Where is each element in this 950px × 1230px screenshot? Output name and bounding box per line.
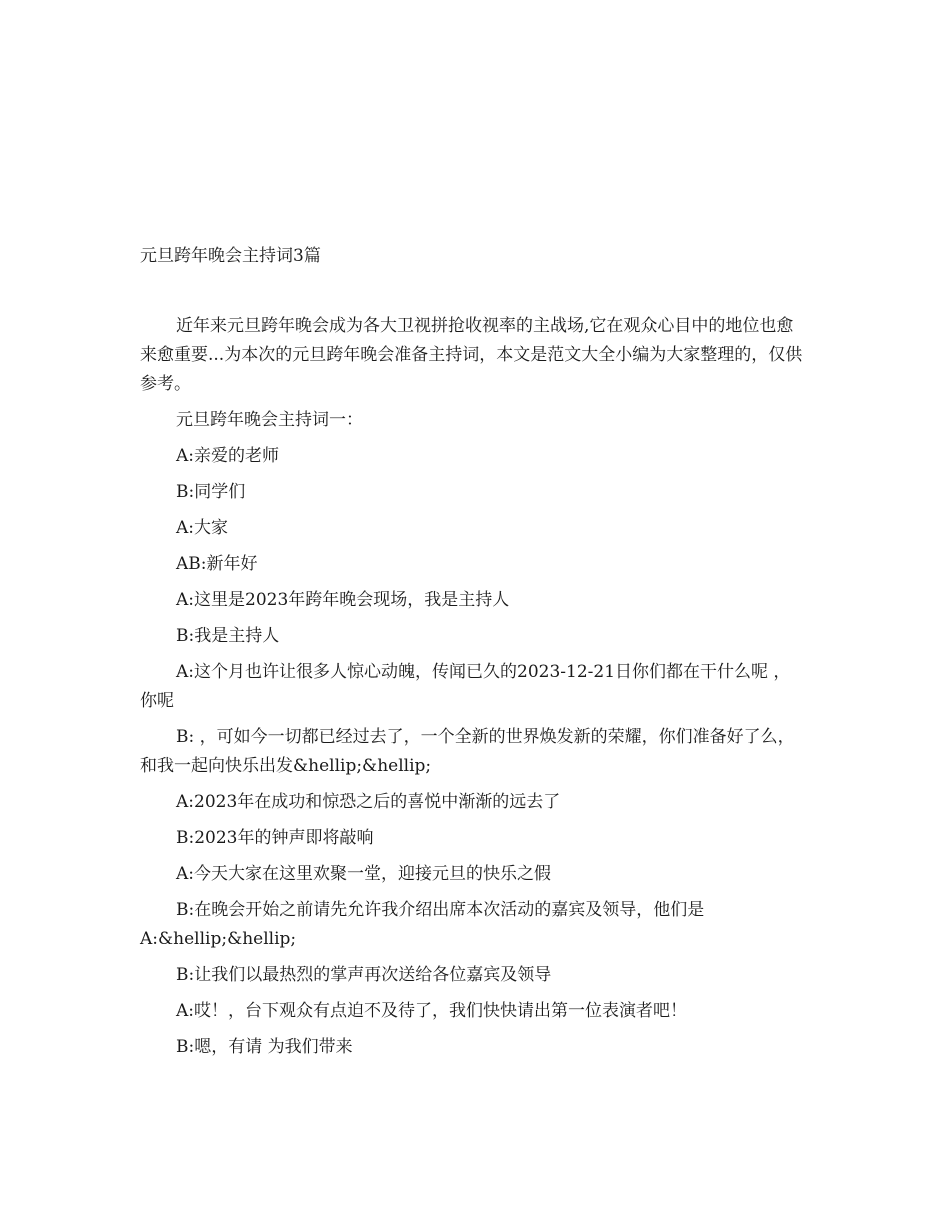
dialogue-line: B:在晚会开始之前请先允许我介绍出席本次活动的嘉宾及领导，他们是 (176, 900, 705, 920)
dialogue-line: B:同学们 (176, 482, 246, 502)
intro-paragraph: 近年来元旦跨年晚会成为各大卫视拼抢收视率的主战场,它在观众心目中的地位也愈来愈重要...为本次的元旦跨年晚会准备主持词，本文是范文大全小编为大家整理的，仅供参考。 (140, 316, 803, 394)
dialogue-line: B:我是主持人 (176, 626, 280, 646)
document-title: 元旦跨年晚会主持词3篇 (140, 246, 321, 266)
dialogue-line: A:大家 (176, 518, 229, 538)
dialogue-line: B:让我们以最热烈的掌声再次送给各位嘉宾及领导 (176, 965, 552, 985)
dialogue-line: B:嗯，有请 为我们带来 (176, 1037, 353, 1057)
dialogue-line: A:&hellip;&hellip; (140, 929, 297, 949)
dialogue-line: A:亲爱的老师 (176, 446, 280, 466)
document-body (140, 312, 805, 1069)
dialogue-line: B:2023年的钟声即将敲响 (176, 828, 374, 848)
dialogue-line: B: ，可如今一切都已经过去了，一个全新的世界焕发新的荣耀，你们准备好了么，和我一起向快乐出发&hellip;&hellip; (140, 727, 795, 776)
dialogue-line: A:哎！，台下观众有点迫不及待了，我们快快请出第一位表演者吧！ (176, 1001, 688, 1021)
dialogue-line: A:这个月也许让很多人惊心动魄，传闻已久的2023-12-21日你们都在干什么呢 ，你呢 (140, 662, 791, 711)
dialogue-line: A:这里是2023年跨年晚会现场，我是主持人 (176, 590, 510, 610)
dialogue-line: AB:新年好 (176, 554, 258, 574)
dialogue-line: A:今天大家在这里欢聚一堂，迎接元旦的快乐之假 (176, 864, 552, 884)
section-heading: 元旦跨年晚会主持词一： (176, 410, 363, 430)
dialogue-line: A:2023年在成功和惊恐之后的喜悦中渐渐的远去了 (176, 792, 561, 812)
